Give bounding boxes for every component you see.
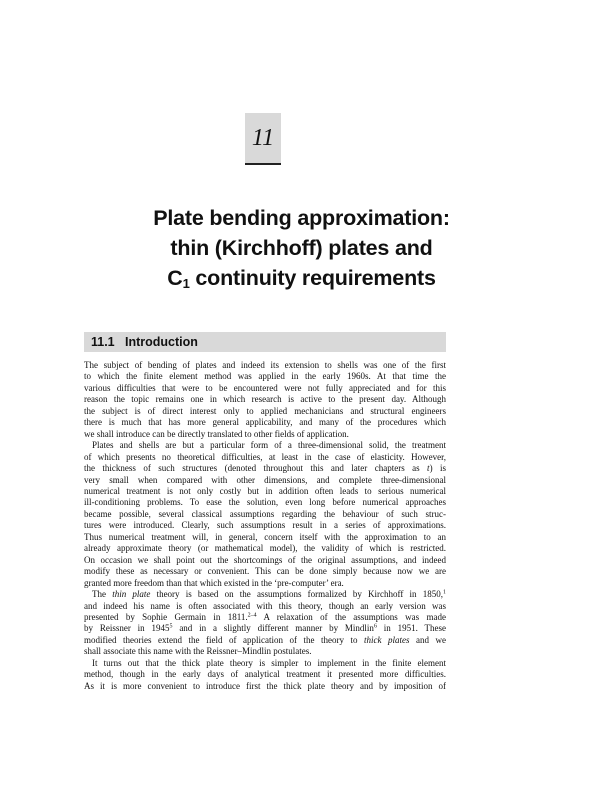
text-line: As it is more convenient to introduce first the thick plate theory and by imposition of	[84, 680, 446, 691]
text-run: modified theories extend the field of application of the theory to	[84, 634, 364, 645]
text-run: presented by Sophie Germain in 1811.	[84, 611, 248, 622]
text-line: modify these as necessary or convenient. This can be done simply because now we are	[84, 566, 446, 577]
text-line: shall associate this name with the Reissner–Mindlin postulates.	[84, 646, 312, 657]
reference-superscript: 6	[373, 623, 377, 630]
italic-term: thick plates	[363, 634, 410, 645]
text-line: we shall introduce can be directly translated to other fields of application.	[84, 428, 349, 439]
text-line: became possible, several classical assumptions regarding the behaviour of such struc-	[84, 508, 446, 519]
reference-superscript: 5	[169, 623, 173, 630]
text-line: very small when compared with other dimensions, and complete three-dimensional	[84, 474, 446, 485]
text-line	[84, 635, 446, 646]
text-line: On occasion we shall point out the shortcomings of the original assumptions, and indeed	[84, 554, 446, 565]
text-line: already approximate theory (or mathematical model), the validity of which is restricted.	[84, 543, 446, 554]
text-run: and we	[409, 634, 446, 645]
italic-term: thin plate	[112, 589, 151, 600]
paragraph-3	[84, 589, 446, 658]
text-line: Plates and shells are but a particular form of a three-dimensional solid, the treatment	[92, 440, 446, 451]
section-header	[84, 332, 446, 352]
chapter-title-c: C	[167, 266, 183, 290]
reference-superscript: 1	[443, 589, 446, 596]
text-line: granted more freedom than that which existed in the ‘pre-computer’ era.	[84, 577, 344, 588]
text-run: in 1951. These	[376, 623, 447, 634]
text-line: and indeed his name is often associated with this theory, though an early version was	[84, 600, 446, 611]
chapter-title-rest: continuity requirements	[189, 266, 436, 290]
text-run: and in a slightly different manner by Mindlin	[172, 623, 374, 634]
chapter-title-line-3	[60, 263, 543, 299]
body-text	[84, 360, 446, 692]
text-line: reason the topic remains one in which research is active to the present day. Although	[84, 394, 446, 405]
text-line: numerical treatment is not only costly but in addition often leads to serious numerical	[84, 485, 446, 496]
paragraph-1	[84, 360, 446, 440]
chapter-title-line-1: Plate bending approximation:	[153, 206, 450, 230]
chapter-title	[60, 203, 543, 299]
text-line: It turns out that the thick plate theory is simpler to implement in the finite element	[92, 657, 446, 668]
text-line: the subject is of direct interest only to applied mechanicians and structural engineers	[84, 405, 446, 416]
section-title: Introduction	[125, 335, 198, 349]
text-line: tures were introduced. Clearly, such assumptions result in a series of approximations.	[84, 520, 446, 531]
text-line: The subject of bending of plates and indeed its extension to shells was one of the first	[84, 360, 446, 370]
text-line	[84, 589, 446, 600]
chapter-title-line-2: thin (Kirchhoff) plates and	[170, 236, 433, 260]
paragraph-2	[84, 440, 446, 589]
paragraph-4	[84, 658, 446, 692]
text-line: ill-conditioning problems. To ease the solution, even long before numerical approaches	[84, 497, 446, 508]
chapter-title-subscript: 1	[182, 276, 190, 291]
text-line	[84, 623, 446, 634]
text-run: The	[92, 589, 113, 600]
text-run: theory is based on the assumptions formalized by Kirchhoff in 1850,	[150, 589, 443, 600]
text-line: of which presents no theoretical difficulties, at least in the case of elasticity. However,	[84, 451, 446, 462]
text-line: the thickness of such structures (denoted throughout this and later chapters as t) is	[84, 463, 446, 474]
chapter-number-box	[245, 113, 281, 163]
thickness-variable: t	[427, 463, 430, 474]
text-line: various difficulties that were to be encountered were not fully appreciated and for this	[84, 382, 446, 393]
section-number: 11.1	[91, 335, 115, 349]
text-line: method, though in the early days of analytical treatment it presented more difficulties.	[84, 669, 446, 680]
text-line: to which the finite element method was applied in the early 1960s. At that time the	[84, 371, 446, 382]
chapter-number: 11	[251, 125, 275, 151]
text-line: Thus numerical treatment will, in general, concern itself with the approximation to an	[84, 531, 446, 542]
text-line	[84, 612, 446, 623]
text-run: A relaxation of the assumptions was made	[256, 611, 446, 622]
text-run: by Reissner in 1945	[84, 623, 170, 634]
reference-superscript: 2–4	[247, 612, 257, 619]
chapter-number-rule	[245, 163, 281, 165]
text-line: there is much that has more general applicability, and many of the procedures which	[84, 417, 446, 428]
